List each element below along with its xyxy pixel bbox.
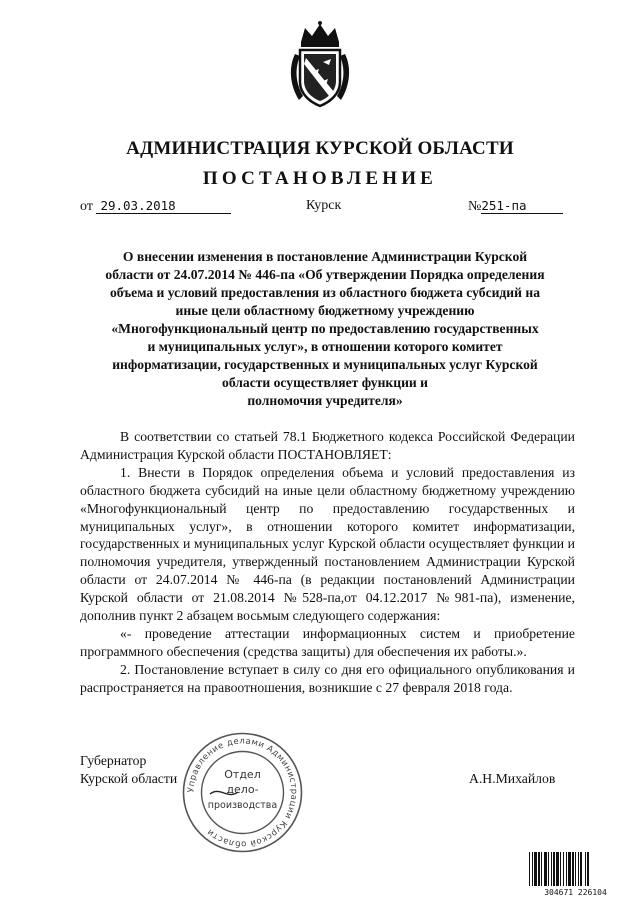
date-value: 29.03.2018 [96, 198, 231, 214]
city-label: Курск [306, 198, 342, 213]
document-type: ПОСТАНОВЛЕНИЕ [202, 168, 438, 189]
title-line: «Многофункциональный центр по предоставлению государственных [111, 321, 539, 336]
signatory-name: А.Н.Михайлов [469, 771, 556, 786]
body-paragraph: 2. Постановление вступает в силу со дня его официального опубликования и распространяется на правоотношения, возникшие с 27 февраля 2018 года. [80, 661, 575, 695]
title-line: области осуществляет функции и [222, 375, 428, 390]
document-title [80, 248, 570, 410]
title-line: объема и условий предоставления из областного бюджета субсидий на [109, 285, 541, 300]
office-stamp-icon [180, 730, 305, 855]
title-line: О внесении изменения в постановление Администрации Курской [122, 249, 528, 264]
date-prefix: от [80, 199, 93, 214]
title-line: информатизации, государственных и муниципальных услуг Курской [112, 357, 538, 372]
number-field [468, 198, 563, 215]
number-value: 251-па [481, 198, 563, 214]
body-paragraph: «- проведение аттестации информационных систем и приобретение программного обеспечения (средства защиты) для обеспечения их работы.». [80, 625, 575, 659]
title-line: иные цели областному бюджетному учреждению [175, 303, 475, 318]
position-line: Губернатор [80, 753, 147, 768]
stamp-center-line: дело- [226, 783, 259, 796]
title-line: полномочия учредителя» [247, 393, 403, 408]
number-prefix: № [468, 199, 482, 214]
agency-name: АДМИНИСТРАЦИЯ КУРСКОЙ ОБЛАСТИ [126, 138, 514, 159]
signatory-position [80, 752, 177, 788]
stamp-ring-text: Управление делами Администрации Курской области [186, 736, 299, 849]
barcode-icon [527, 852, 624, 897]
barcode-number: 304671 226104 [544, 888, 607, 897]
date-field [80, 198, 231, 215]
stamp-center-line: производства [207, 800, 278, 811]
document-body [80, 428, 575, 697]
body-paragraph: В соответствии со статьей 78.1 Бюджетного кодекса Российской Федерации Администрация Курской области ПОСТАНОВЛЯЕТ: [80, 429, 575, 462]
position-line: Курской области [80, 771, 178, 786]
kursk-coat-of-arms-icon [287, 20, 353, 110]
body-paragraph: 1. Внести в Порядок определения объема и условий предоставления из областного бюджета субсидий на иные цели областному бюджетному учреждению «Многофункциональный центр по предоставлению государственных и муниципальных услуг», в отношении которого комитет информатизации, государственных и муниципальных услуг Курской области осуществляет функции и полномочия учредителя, утвержденный постановлением Администрации Курской области от 24.07.2014 № 446-па (в редакции постановлений Администрации Курской области от 21.08.2014 №528-па,от 04.12.2017 №981-па), изменение, дополнив пункт 2 абзацем восьмым следующего содержания: [80, 464, 575, 624]
title-line: и муниципальных услуг», в отношении которого комитет [147, 339, 503, 354]
title-line: области от 24.07.2014 № 446-па «Об утверждении Порядка определения [105, 267, 545, 282]
stamp-center-line: Отдел [224, 768, 261, 781]
